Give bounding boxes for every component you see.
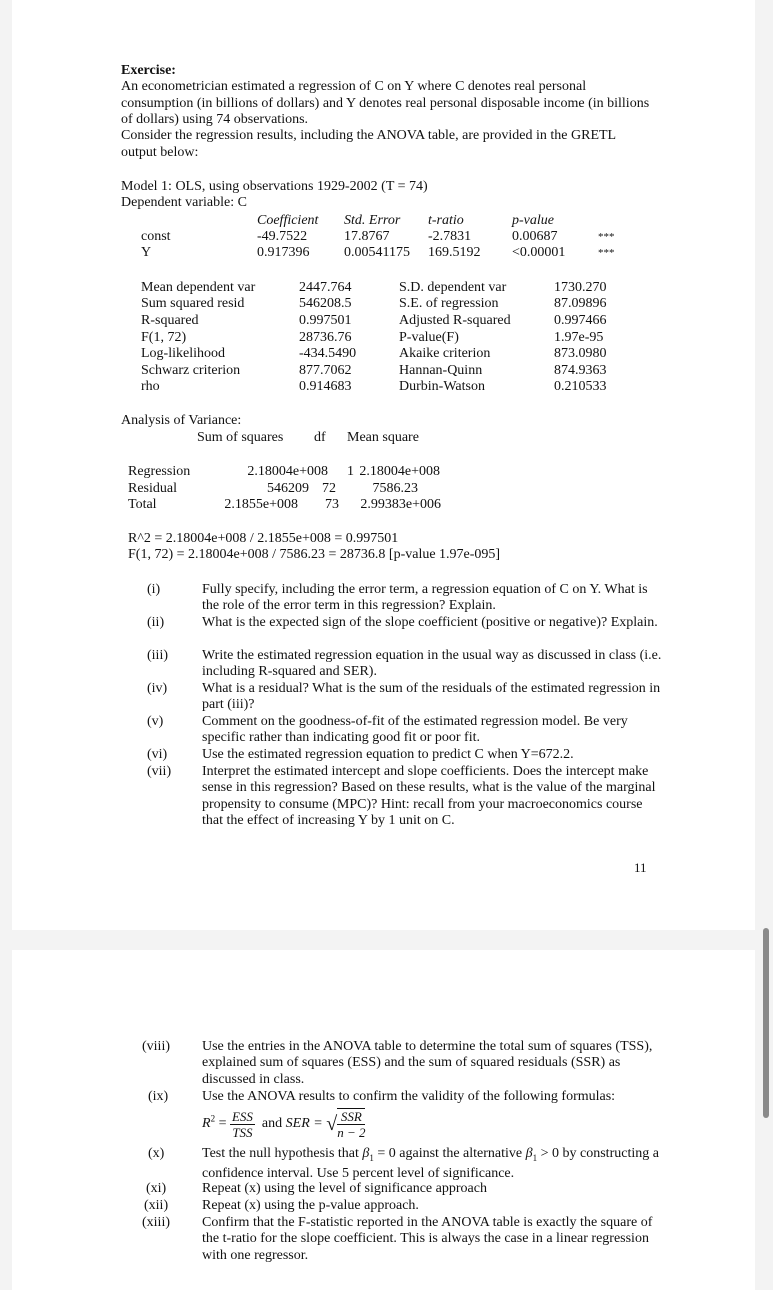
f-stat-line: F(1, 72) = 2.18004e+008 / 7586.23 = 28736.8 [p-value 1.97e-095] — [128, 547, 501, 562]
list-item — [147, 714, 667, 747]
question-number: (i) — [147, 582, 161, 597]
model-title: Model 1: OLS, using observations 1929-2002 (T = 74) — [121, 179, 428, 194]
anova-row-name: Total — [128, 497, 157, 512]
header-t-ratio: t-ratio — [428, 213, 464, 228]
stat-value: -434.5490 — [299, 346, 357, 361]
stat-value: 0.997501 — [299, 313, 352, 328]
anova-row-df: 73 — [325, 497, 339, 512]
list-item — [142, 1198, 662, 1215]
anova-header-ms: Mean square — [347, 430, 419, 445]
stat-label: Mean dependent var — [141, 280, 256, 295]
stat-value: 0.914683 — [299, 379, 352, 394]
question-number: (vi) — [147, 747, 168, 762]
anova-row-ss: 2.18004e+008 — [247, 464, 328, 479]
row-y-coef: 0.917396 — [257, 245, 310, 260]
square-root: √ $\frac{\text{SSR}}{n - 2}$ — [326, 1109, 366, 1140]
question-number: (iv) — [147, 681, 168, 696]
stat-value: 0.997466 — [554, 313, 607, 328]
document-page-2 — [12, 950, 755, 1290]
list-item — [142, 1146, 662, 1181]
list-item — [147, 615, 667, 648]
question-number: (ix) — [148, 1089, 169, 1104]
stat-label: Hannan-Quinn — [399, 363, 483, 378]
questions-list-page-1 — [147, 582, 667, 834]
list-item — [142, 1215, 662, 1265]
stat-label: Sum squared resid — [141, 296, 245, 311]
stat-label: Akaike criterion — [399, 346, 491, 361]
stat-label: F(1, 72) — [141, 330, 187, 345]
stat-label: Adjusted R-squared — [399, 313, 511, 328]
questions-list-page-2 — [142, 1039, 662, 1265]
anova-header-df: df — [314, 430, 326, 445]
stat-value: 1.97e-95 — [554, 330, 604, 345]
header-coefficient: Coefficient — [257, 213, 319, 228]
stat-label: P-value(F) — [399, 330, 459, 345]
question-text: Test the null hypothesis that $\beta_1 = 0$ against the alternative $\beta_1 > 0$ by constructing a confidence interval. Use 5 percent level of significance. — [202, 1146, 659, 1182]
row-const-stars: *** — [598, 231, 615, 243]
document-page-1 — [12, 0, 755, 930]
exercise-intro-2: Consider the regression results, including the ANOVA table, are provided in the GRETL output below: — [121, 128, 616, 160]
list-item — [147, 764, 667, 834]
header-p-value: p-value — [512, 213, 554, 228]
r-squared-line: R^2 = 2.18004e+008 / 2.1855e+008 = 0.997501 — [128, 531, 399, 546]
stat-label: Durbin-Watson — [399, 379, 485, 394]
formula: $R^2$ = $\frac{\text{ESS}}{\text{TSS}}$ and SER = √ $\frac{\text{SSR}}{n - 2}$ — [202, 1108, 366, 1140]
stat-label: S.D. dependent var — [399, 280, 507, 295]
question-text: Confirm that the F-statistic reported in the ANOVA table is exactly the square of the t-ratio for the slope coefficient. This is always the case in a linear regression with one regressor. — [202, 1215, 653, 1263]
stat-value: 0.210533 — [554, 379, 607, 394]
header-std-error: Std. Error — [344, 213, 401, 228]
row-const-name: const — [141, 229, 171, 244]
question-number: (xi) — [146, 1181, 167, 1196]
row-y-name: Y — [141, 245, 152, 260]
question-text: What is a residual? What is the sum of the residuals of the estimated regression in part (iii)? — [202, 681, 661, 713]
exercise-intro: An econometrician estimated a regression of C on Y where C denotes real personal consumption (in billions of dollars) and Y denotes real personal disposable income (in billions of dollars) using 74 observations. — [121, 79, 650, 127]
stat-value: 546208.5 — [299, 296, 352, 311]
question-text: Interpret the estimated intercept and slope coefficients. Does the intercept make sense in this regression? Based on these results, what is the value of the marginal propensity to consume (MPC)? Hint: recall from your macroeconomics course that the effect of increasing Y by 1 unit on C. — [202, 764, 656, 828]
row-y-se: 0.00541175 — [344, 245, 410, 260]
anova-row-name: Residual — [128, 481, 177, 496]
question-number: (vii) — [147, 764, 172, 779]
question-text: Fully specify, including the error term, a regression equation of C on Y. What is the role of the error term in this regression? Explain. — [202, 582, 648, 614]
question-text: What is the expected sign of the slope coefficient (positive or negative)? Explain. — [202, 615, 658, 630]
question-text: Use the ANOVA results to confirm the validity of the following formulas: — [202, 1089, 616, 1104]
stat-value: 877.7062 — [299, 363, 352, 378]
row-const-coef: -49.7522 — [257, 229, 308, 244]
scrollbar-thumb[interactable] — [763, 928, 769, 1118]
question-text: Comment on the goodness-of-fit of the estimated regression model. Be very specific rather than indicating good fit or poor fit. — [202, 714, 628, 746]
list-item — [147, 582, 667, 615]
question-number: (ii) — [147, 615, 165, 630]
row-const-t: -2.7831 — [428, 229, 472, 244]
question-text: Use the entries in the ANOVA table to determine the total sum of squares (TSS), explained sum of squares (ESS) and the sum of squared residuals (SSR) as discussed in class. — [202, 1039, 653, 1087]
list-item — [142, 1089, 662, 1106]
stat-value: 873.0980 — [554, 346, 607, 361]
question-number: (xiii) — [142, 1215, 170, 1230]
question-text: Repeat (x) using the p-value approach. — [202, 1198, 419, 1213]
stat-value: 2447.764 — [299, 280, 352, 295]
list-item — [147, 747, 667, 764]
stat-label: S.E. of regression — [399, 296, 499, 311]
anova-row-ss: 546209 — [267, 481, 309, 496]
formula-block — [142, 1106, 662, 1146]
stat-label: R-squared — [141, 313, 199, 328]
page-number: 11 — [634, 860, 647, 875]
question-number: (x) — [148, 1146, 165, 1161]
row-const-p: 0.00687 — [512, 229, 558, 244]
list-item — [142, 1181, 662, 1198]
anova-row-ms: 7586.23 — [372, 481, 418, 496]
question-text: Write the estimated regression equation in the usual way as discussed in class (i.e. including R-squared and SER). — [202, 648, 662, 680]
anova-row-name: Regression — [128, 464, 191, 479]
stat-label: rho — [141, 379, 160, 394]
row-y-t: 169.5192 — [428, 245, 481, 260]
question-text: Use the estimated regression equation to predict C when Y=672.2. — [202, 747, 574, 762]
exercise-heading: Exercise: — [121, 63, 176, 78]
anova-row-ms: 2.99383e+006 — [360, 497, 441, 512]
anova-row-ms: 2.18004e+008 — [359, 464, 440, 479]
row-y-stars: *** — [598, 247, 615, 259]
anova-row-ss: 2.1855e+008 — [224, 497, 298, 512]
dependent-variable: Dependent variable: C — [121, 195, 247, 210]
row-const-se: 17.8767 — [344, 229, 390, 244]
stat-label: Schwarz criterion — [141, 363, 241, 378]
list-item — [147, 648, 667, 681]
stat-value: 1730.270 — [554, 280, 607, 295]
question-number: (xii) — [144, 1198, 169, 1213]
anova-header-ss: Sum of squares — [197, 430, 284, 445]
list-item — [147, 681, 667, 714]
question-number: (iii) — [147, 648, 168, 663]
anova-title: Analysis of Variance: — [121, 413, 242, 428]
anova-row-df: 72 — [322, 481, 336, 496]
stat-label: Log-likelihood — [141, 346, 225, 361]
question-text: Repeat (x) using the level of significance approach — [202, 1181, 487, 1196]
stat-value: 87.09896 — [554, 296, 607, 311]
stat-value: 874.9363 — [554, 363, 607, 378]
list-item — [142, 1039, 662, 1089]
stat-value: 28736.76 — [299, 330, 352, 345]
anova-row-df: 1 — [347, 464, 354, 479]
question-number: (v) — [147, 714, 164, 729]
row-y-p: <0.00001 — [512, 245, 566, 260]
question-number: (viii) — [142, 1039, 170, 1054]
